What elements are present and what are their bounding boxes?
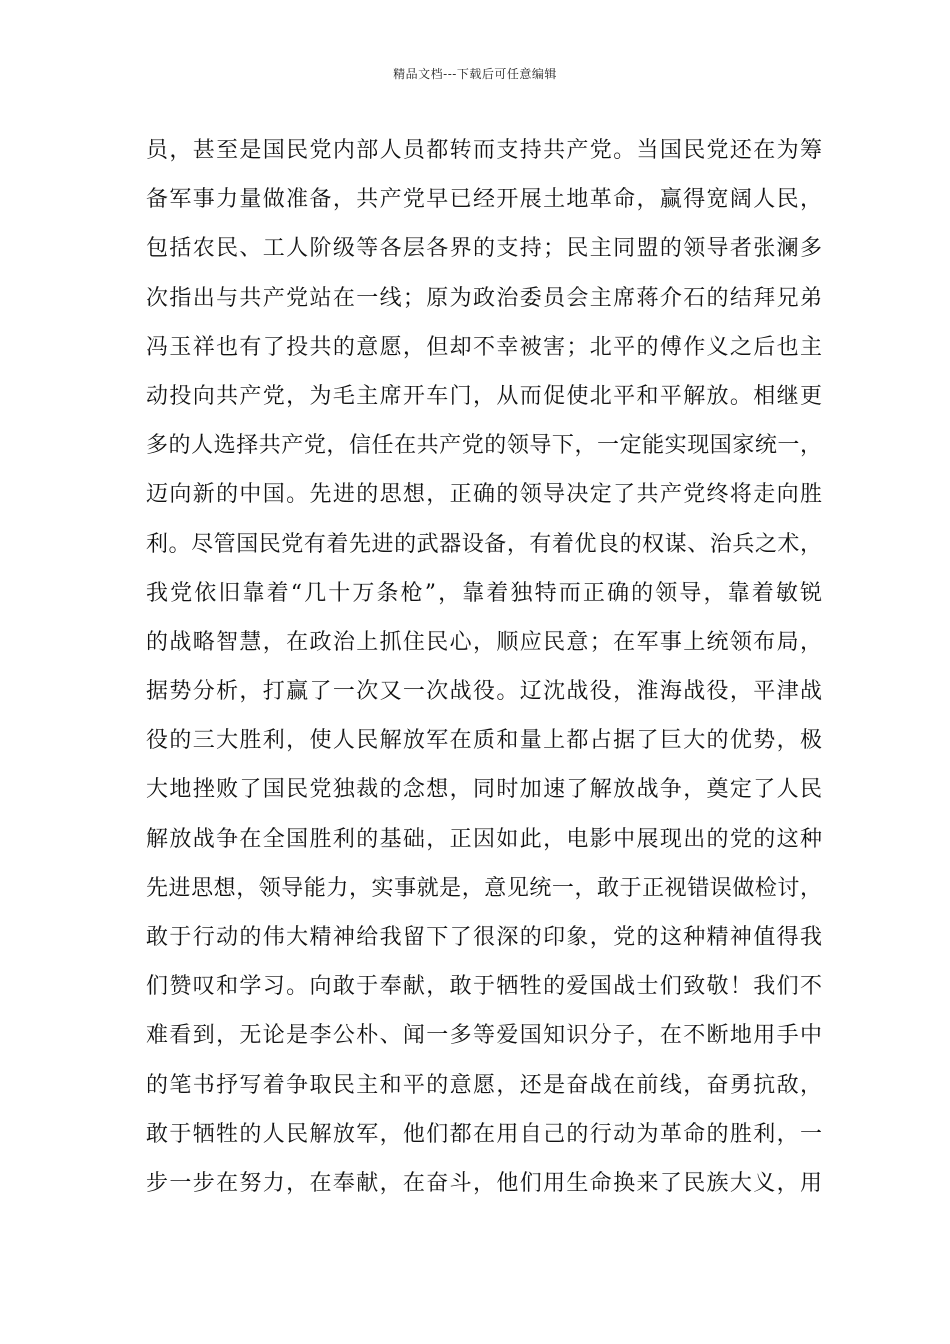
text-line: 迈向新的中国。先进的思想，正确的领导决定了共产党终将走向胜 [146, 482, 822, 508]
text-line: 难看到，无论是李公朴、闻一多等爱国知识分子，在不断地用手中 [146, 1023, 822, 1049]
text-line: 据势分析，打赢了一次又一次战役。辽沈战役，淮海战役，平津战 [146, 679, 822, 705]
text-line: 解放战争在全国胜利的基础，正因如此，电影中展现出的党的这种 [146, 826, 822, 852]
page-header: 精品文档---下载后可任意编辑 [393, 67, 557, 81]
text-line: 的笔书抒写着争取民主和平的意愿，还是奋战在前线，奋勇抗敌， [146, 1072, 822, 1098]
text-line: 步一步在努力，在奉献，在奋斗，他们用生命换来了民族大义，用 [146, 1170, 822, 1196]
text-line: 敢于行动的伟大精神给我留下了很深的印象，党的这种精神值得我 [146, 925, 822, 950]
text-line: 员，甚至是国民党内部人员都转而支持共产党。当国民党还在为筹 [146, 138, 822, 163]
text-line: 包括农民、工人阶级等各层各界的支持；民主同盟的领导者张澜多 [146, 236, 822, 262]
text-line: 多的人选择共产党，信任在共产党的领导下，一定能实现国家统一， [146, 433, 822, 459]
text-line: 我党依旧靠着“几十万条枪”，靠着独特而正确的领导，靠着敏锐 [146, 580, 822, 606]
text-line: 动投向共产党，为毛主席开车门，从而促使北平和平解放。相继更 [146, 383, 822, 409]
text-line: 先进思想，领导能力，实事就是，意见统一，敢于正视错误做检讨， [146, 875, 822, 901]
text-line: 役的三大胜利，使人民解放军在质和量上都占据了巨大的优势，极 [146, 728, 822, 754]
text-line: 敢于牺牲的人民解放军，他们都在用自己的行动为革命的胜利，一 [146, 1121, 822, 1147]
text-line: 的战略智慧，在政治上抓住民心，顺应民意；在军事上统领布局， [146, 629, 822, 655]
body-text [146, 132, 822, 1214]
text-line: 冯玉祥也有了投共的意愿，但却不幸被害；北平的傅作义之后也主 [146, 334, 822, 360]
text-line: 利。尽管国民党有着先进的武器设备，有着优良的权谋、治兵之术， [146, 531, 822, 557]
text-line: 大地挫败了国民党独裁的念想，同时加速了解放战争，奠定了人民 [146, 777, 822, 803]
text-line: 备军事力量做准备，共产党早已经开展土地革命，赢得宽阔人民， [146, 187, 822, 213]
text-line: 次指出与共产党站在一线；原为政治委员会主席蒋介石的结拜兄弟 [146, 285, 822, 311]
text-line: 们赞叹和学习。向敢于奉献，敢于牺牲的爱国战士们致敬！我们不 [146, 974, 822, 1000]
